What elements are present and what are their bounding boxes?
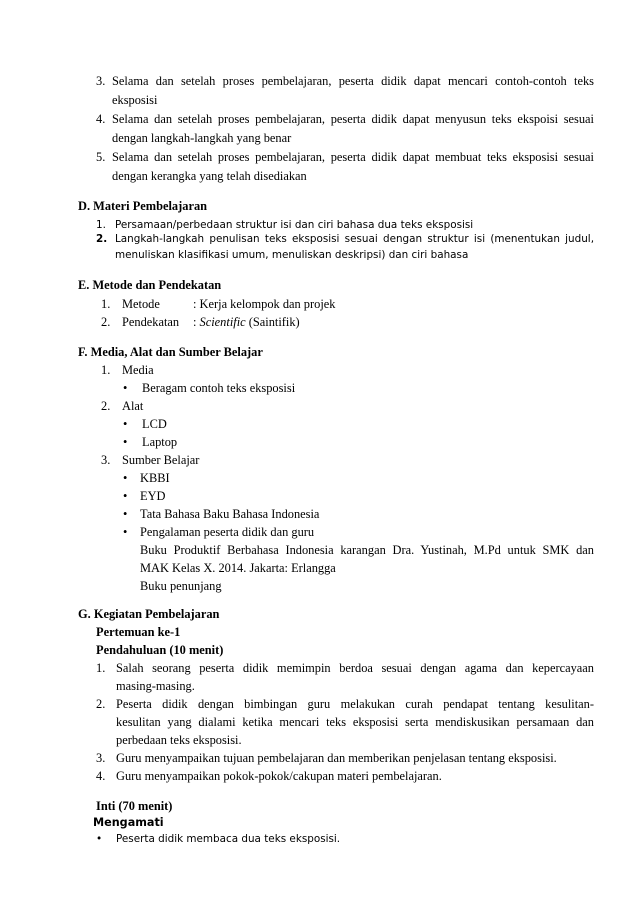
list-item-text: Tata Bahasa Baku Bahasa Indonesia xyxy=(140,507,320,521)
method-value: Kerja kelompok dan projek xyxy=(199,297,336,311)
list-item-text: Selama dan setelah proses pembelajaran, peserta didik dapat membuat teks eksposisi sesuai xyxy=(112,150,594,164)
bullet-icon xyxy=(123,525,127,540)
list-item-text: Guru menyampaikan tujuan pembelajaran dan memberikan penjelasan tentang eksposisi. xyxy=(116,751,557,765)
list-item-text: Pengalaman peserta didik dan guru xyxy=(140,525,315,539)
list-number: 2. xyxy=(101,315,111,329)
list-item-text: Beragam contoh teks eksposisi xyxy=(142,381,296,395)
book-reference: Buku Produktif Berbahasa Indonesia karangan Dra. Yustinah, M.Pd untuk SMK dan xyxy=(140,543,594,557)
list-number: 3. xyxy=(101,453,111,467)
list-item-text: EYD xyxy=(140,489,166,503)
bullet-icon xyxy=(123,489,127,504)
list-number: 1. xyxy=(101,363,111,377)
media-label: Media xyxy=(122,363,154,377)
list-number: 2. xyxy=(101,399,111,413)
subsection-title: Inti (70 menit) xyxy=(96,799,173,813)
list-item-text: eksposisi xyxy=(112,93,158,107)
list-item-text: Guru menyampaikan pokok-pokok/cakupan materi pembelajaran. xyxy=(116,769,442,783)
list-number: 1. xyxy=(101,297,111,311)
list-number: 5. xyxy=(96,150,106,164)
bullet-icon xyxy=(123,507,127,522)
list-number: 1. xyxy=(96,219,106,231)
list-item-text: Salah seorang peserta didik memimpin berdoa sesuai dengan agama dan kepercayaan xyxy=(116,661,594,675)
section-heading: F. Media, Alat dan Sumber Belajar xyxy=(78,345,263,359)
book-reference: Buku penunjang xyxy=(140,579,222,593)
bullet-icon xyxy=(123,435,127,450)
list-number: 2. xyxy=(96,697,106,711)
list-number: 4. xyxy=(96,112,106,126)
section-heading: E. Metode dan Pendekatan xyxy=(78,278,222,292)
meeting-title: Pertemuan ke-1 xyxy=(96,625,181,639)
list-item-text: menuliskan klasifikasi umum, menuliskan deskripsi) dan ciri bahasa xyxy=(115,249,469,261)
activity-title: Mengamati xyxy=(93,816,164,829)
bullet-icon xyxy=(96,833,102,845)
list-number: 2. xyxy=(96,233,108,245)
list-item-text: KBBI xyxy=(140,471,170,485)
list-item-text: Selama dan setelah proses pembelajaran, peserta didik dapat mencari contoh-contoh teks xyxy=(112,74,594,88)
sumber-label: Sumber Belajar xyxy=(122,453,200,467)
list-item-text: Peserta didik membaca dua teks eksposisi. xyxy=(116,833,341,845)
bullet-icon xyxy=(123,471,127,486)
list-item-text: dengan langkah-langkah yang benar xyxy=(112,131,292,145)
list-number: 1. xyxy=(96,661,106,675)
method-label: Metode xyxy=(122,297,160,311)
separator: : xyxy=(193,297,200,311)
approach-value-italic: Scientific xyxy=(199,315,246,329)
list-item-text: LCD xyxy=(142,417,167,431)
list-item-text: Laptop xyxy=(142,435,178,449)
list-item-text: masing-masing. xyxy=(116,679,195,693)
list-item-text: Langkah-langkah penulisan teks eksposisi sesuai dengan struktur isi (menentukan judul, xyxy=(115,233,594,245)
list-item-text: Peserta didik dengan bimbingan guru melakukan curah pendapat tentang kesulitan- xyxy=(116,697,594,711)
bullet-icon xyxy=(123,381,127,396)
book-reference: MAK Kelas X. 2014. Jakarta: Erlangga xyxy=(140,561,336,575)
list-item-text: dengan kerangka yang telah disediakan xyxy=(112,169,307,183)
list-item-text: Persamaan/perbedaan struktur isi dan ciri bahasa dua teks eksposisi xyxy=(115,219,474,231)
approach-value: (Saintifik) xyxy=(245,315,300,329)
separator: : xyxy=(193,315,200,329)
approach-label: Pendekatan xyxy=(122,315,180,329)
list-item-text: perbedaan teks eksposisi. xyxy=(116,733,242,747)
list-number: 4. xyxy=(96,769,106,783)
list-number: 3. xyxy=(96,751,106,765)
list-item-text: Selama dan setelah proses pembelajaran, peserta didik dapat menyusun teks ekspoisi sesuai xyxy=(112,112,594,126)
bullet-icon xyxy=(123,417,127,432)
list-item-text: kesulitan yang dialami ketika mencari teks eksposisi serta mendiskusikan persamaan dan xyxy=(116,715,594,729)
alat-label: Alat xyxy=(122,399,144,413)
subsection-title: Pendahuluan (10 menit) xyxy=(96,643,224,657)
section-heading: G. Kegiatan Pembelajaran xyxy=(78,607,220,621)
section-heading: D. Materi Pembelajaran xyxy=(78,199,208,213)
list-number: 3. xyxy=(96,74,106,88)
